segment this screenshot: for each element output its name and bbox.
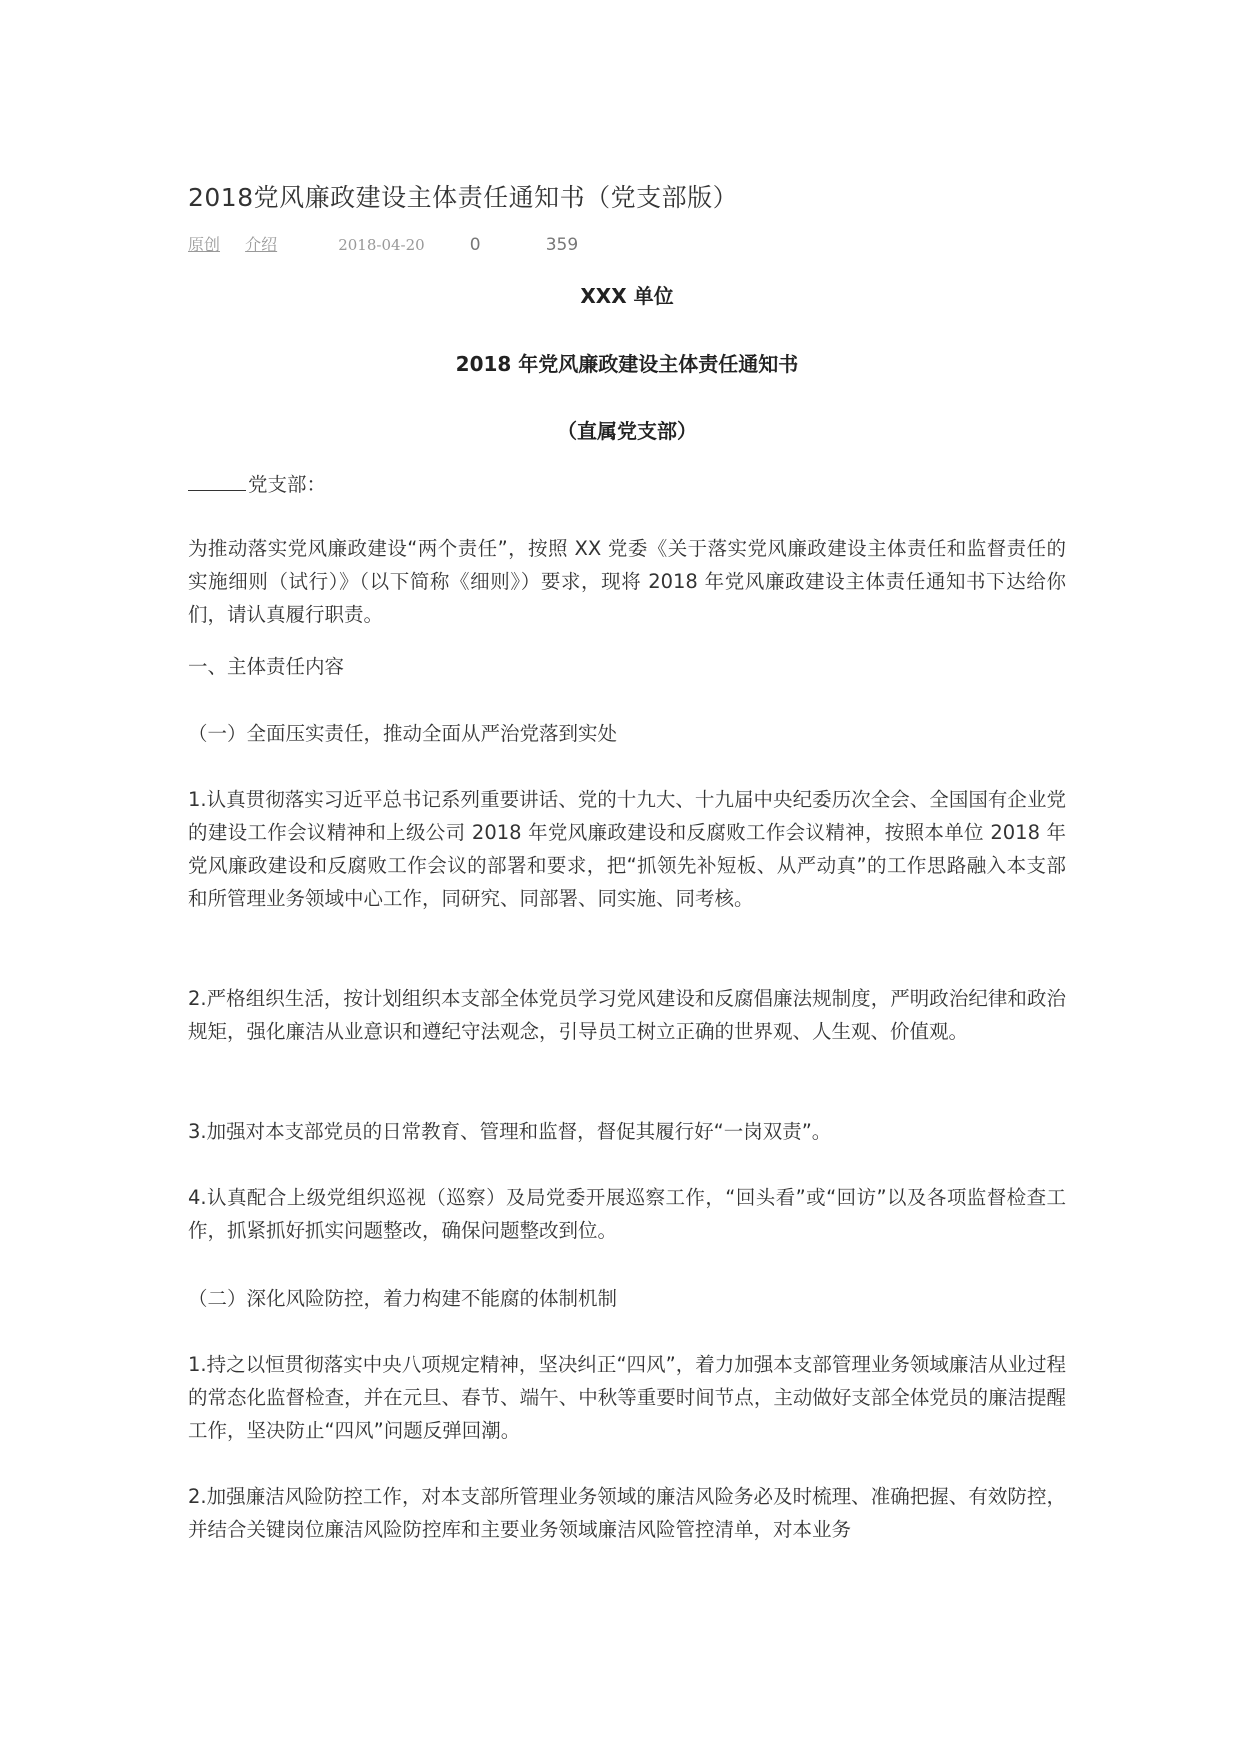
list-item: 1.认真贯彻落实习近平总书记系列重要讲话、党的十九大、十九届中央纪委历次全会、全国国有企业党的建设工作会议精神和上级公司 2018 年党风廉政建设和反腐败工作会议精神，按照本单位 2018 年党风廉政建设和反腐败工作会议的部署和要求，把“抓领先补短板、从严动真”的工作思路融入本支部和所管理业务领域中心工作，同研究、同部署、同实施、同考核。 [188, 788, 1066, 910]
list-item: 1.持之以恒贯彻落实中央八项规定精神，坚决纠正“四风”，着力加强本支部管理业务领域廉洁从业过程的常态化监督检查，并在元旦、春节、端午、中秋等重要时间节点，主动做好支部全体党员的廉洁提醒工作，坚决防止“四风”问题反弹回潮。 [188, 1353, 1066, 1442]
salutation [188, 468, 1066, 501]
list-item: 4.认真配合上级党组织巡视（巡察）及局党委开展巡察工作，“回头看”或“回访”以及各项监督检查工作，抓紧抓好抓实问题整改，确保问题整改到位。 [188, 1186, 1066, 1242]
blank-line [188, 468, 246, 491]
subsection-heading: （一）全面压实责任，推动全面从严治党落到实处 [188, 722, 618, 745]
subsection-heading: （二）深化风险防控，着力构建不能腐的体制机制 [188, 1287, 618, 1310]
article-title: 2018党风廉政建设主体责任通知书（党支部版） [188, 183, 739, 212]
comment-count: 0 [469, 235, 481, 255]
section-heading: 一、主体责任内容 [188, 655, 345, 678]
view-count: 359 [545, 235, 579, 255]
list-item: 2.加强廉洁风险防控工作，对本支部所管理业务领域的廉洁风险务必及时梳理、准确把握、有效防控，并结合关键岗位廉洁风险防控库和主要业务领域廉洁风险管控清单，对本业务 [188, 1485, 1066, 1541]
list-item: 3.加强对本支部党员的日常教育、管理和监督，督促其履行好“一岗双责”。 [188, 1120, 832, 1143]
document-subtitle: （直属党支部） [557, 419, 697, 443]
intro-paragraph: 为推动落实党风廉政建设“两个责任”，按照 XX 党委《关于落实党风廉政建设主体责任和监督责任的实施细则（试行）》（以下简称《细则》）要求，现将 2018 年党风廉政建设主体责任通知书下达给你们，请认真履行职责。 [188, 537, 1066, 626]
unit-name: XXX 单位 [580, 284, 674, 308]
article-meta [188, 232, 578, 255]
list-item: 2.严格组织生活，按计划组织本支部全体党员学习党风建设和反腐倡廉法规制度，严明政治纪律和政治规矩，强化廉洁从业意识和遵纪守法观念，引导员工树立正确的世界观、人生观、价值观。 [188, 987, 1066, 1043]
intro-tag-link[interactable]: 介绍 [245, 235, 278, 254]
original-tag-link[interactable]: 原创 [188, 235, 221, 254]
publish-date: 2018-04-20 [338, 236, 425, 254]
document-title: 2018 年党风廉政建设主体责任通知书 [455, 352, 799, 376]
salutation-text: 党支部： [248, 473, 327, 496]
